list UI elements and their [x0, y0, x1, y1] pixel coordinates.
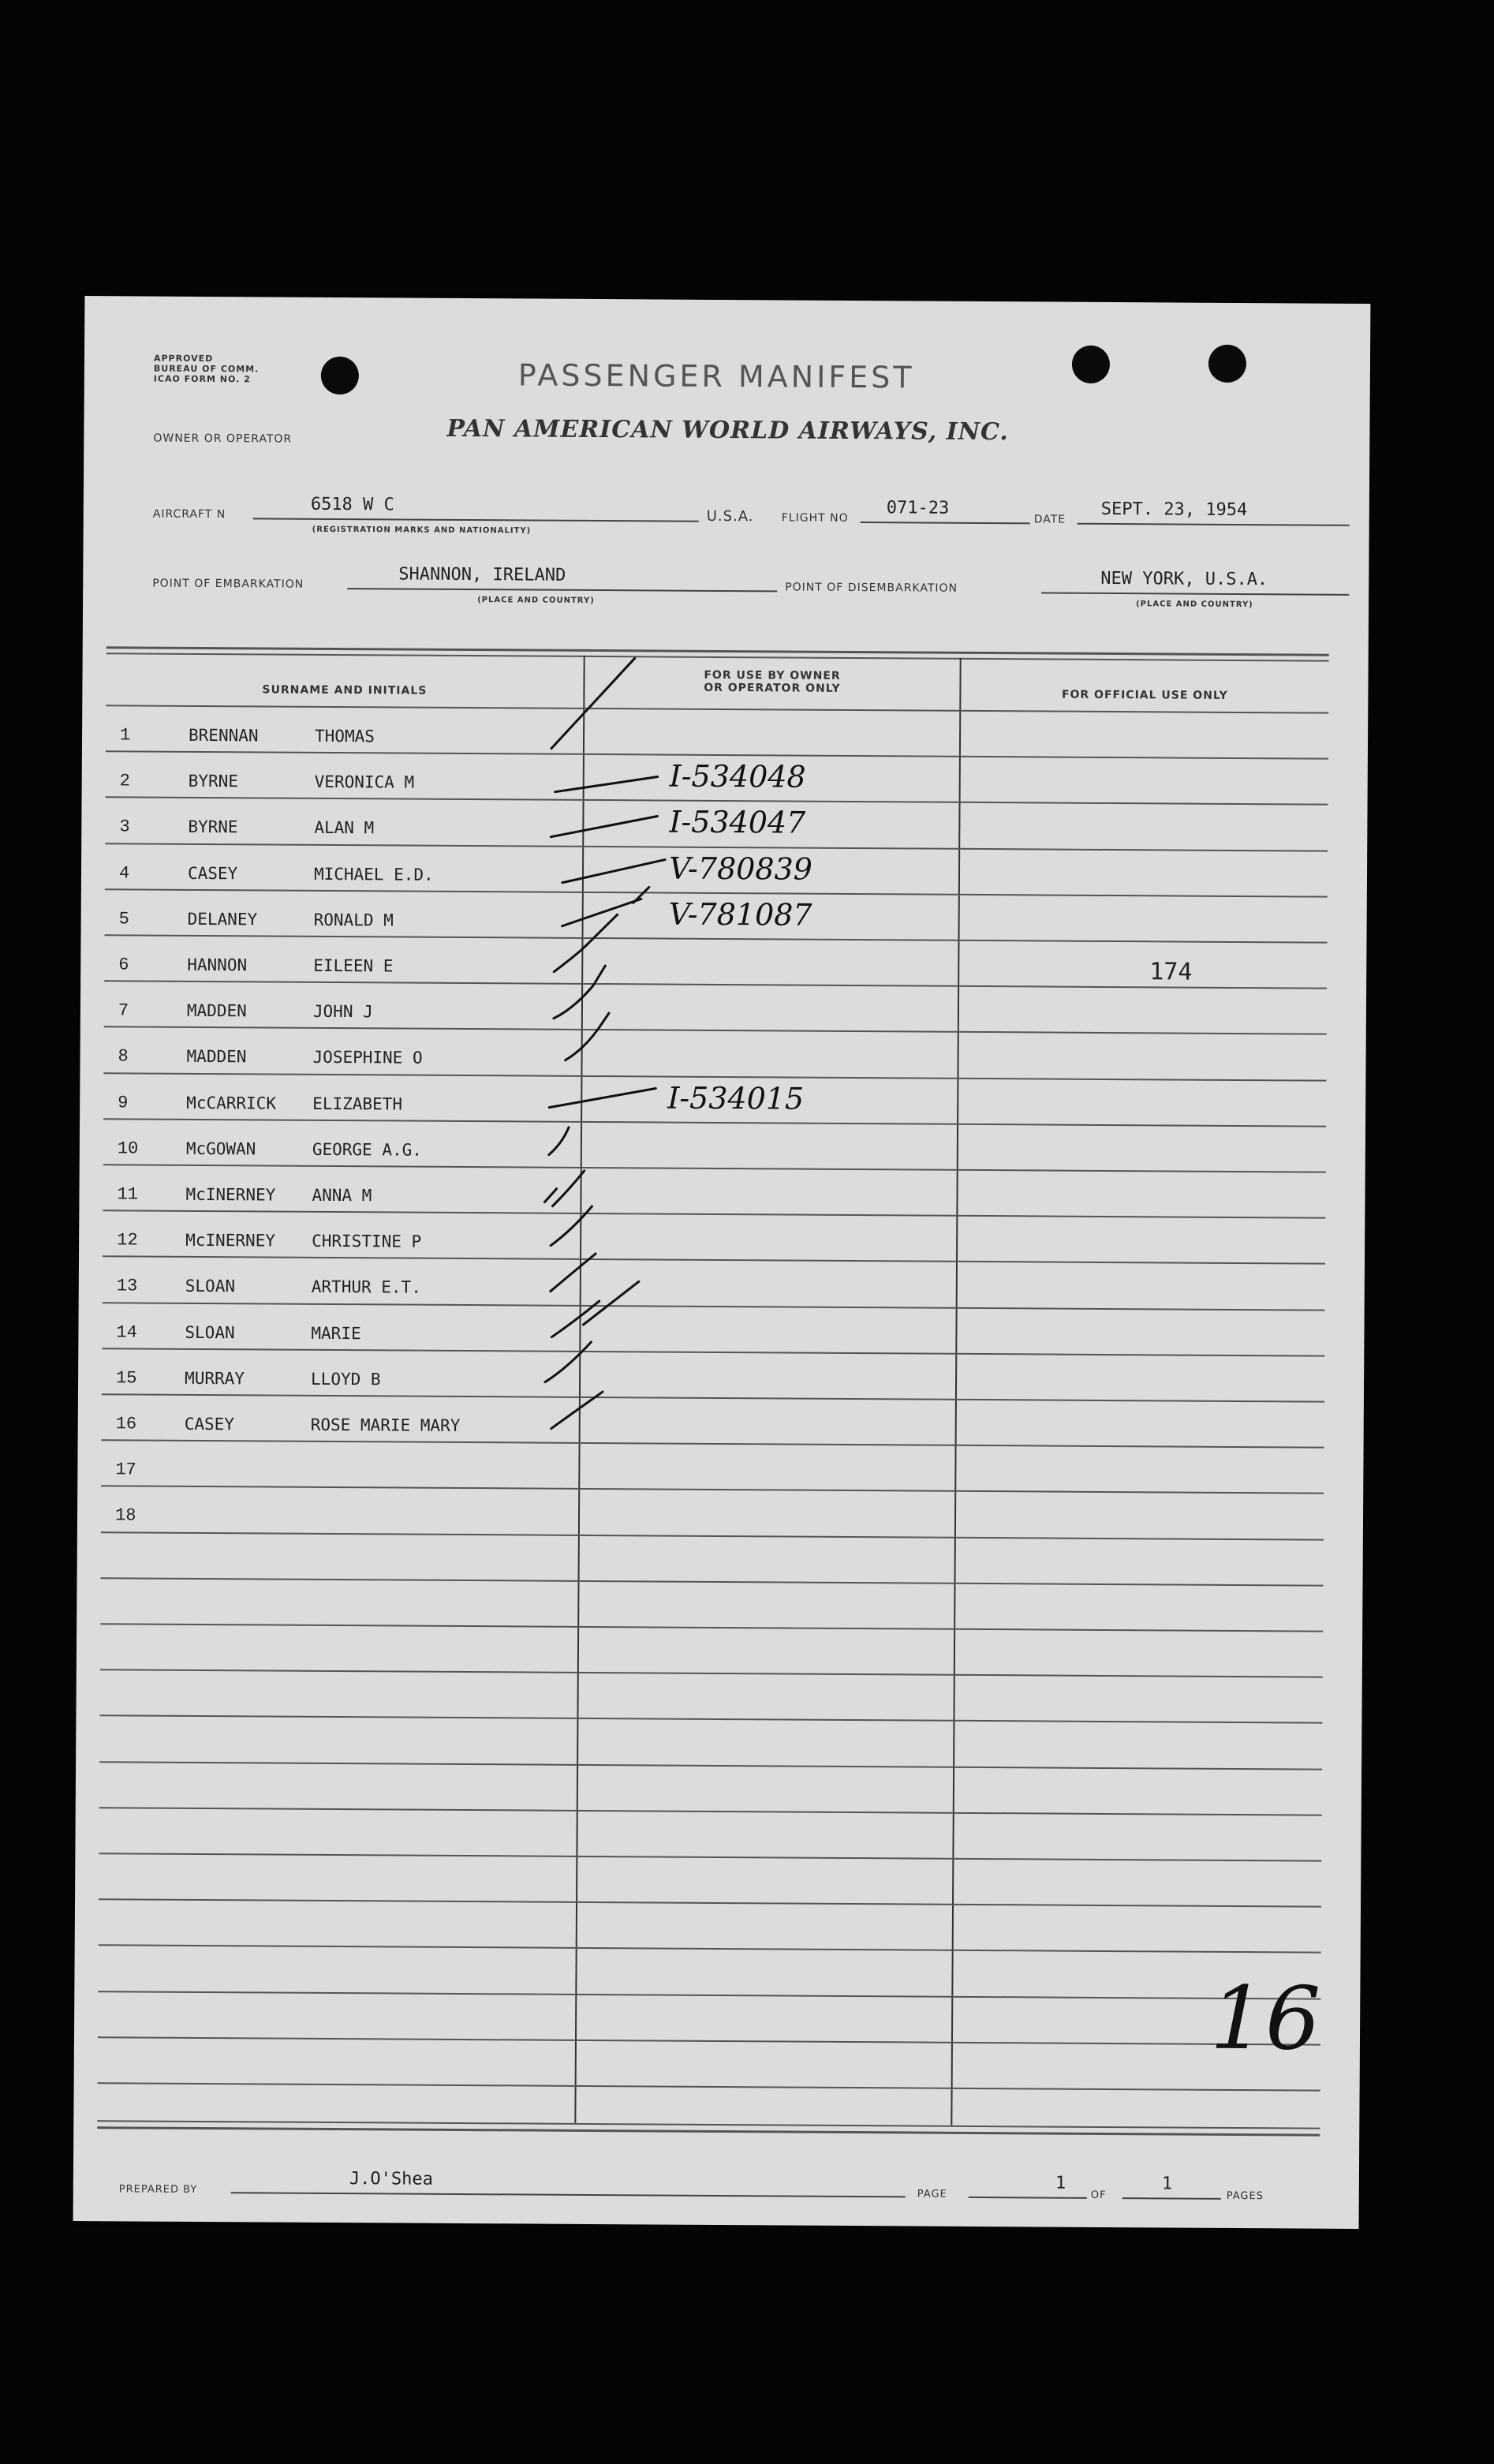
row-number: 16	[115, 1414, 137, 1434]
nationality-value: U.S.A.	[706, 507, 754, 525]
disembark-label: POINT OF DISEMBARKATION	[785, 581, 958, 595]
check-mark	[551, 1206, 592, 1246]
check-marks	[73, 296, 1371, 2229]
passenger-given-names: ANNA M	[312, 1185, 372, 1206]
flight-label: FLIGHT NO	[781, 511, 849, 525]
aircraft-value: 6518 W C	[310, 494, 394, 515]
row-number: 6	[118, 955, 129, 975]
row-number: 12	[117, 1230, 138, 1251]
check-mark	[551, 658, 635, 750]
approval-line: BUREAU OF COMM.	[153, 363, 260, 375]
passenger-surname: HANNON	[187, 955, 248, 975]
check-mark	[549, 1088, 655, 1109]
owner-note: V-780839	[668, 851, 813, 887]
passenger-surname: McINERNEY	[185, 1231, 276, 1251]
embark-caption: (PLACE AND COUNTRY)	[477, 596, 595, 605]
flight-value: 071-23	[886, 498, 950, 518]
passenger-surname: McCARRICK	[186, 1093, 277, 1113]
check-mark	[554, 966, 605, 1019]
row-number: 15	[116, 1368, 137, 1389]
approval-line: APPROVED	[153, 353, 214, 365]
row-number: 4	[118, 862, 130, 883]
official-header: FOR OFFICIAL USE ONLY	[1061, 688, 1228, 702]
row-number: 5	[118, 909, 129, 929]
passenger-given-names: ARTHUR E.T.	[311, 1277, 421, 1298]
row-number: 8	[118, 1046, 129, 1067]
passenger-given-names: ELIZABETH	[312, 1094, 403, 1114]
owner-note: I-534048	[669, 758, 806, 795]
passenger-given-names: MARIE	[311, 1323, 361, 1343]
passenger-surname: McGOWAN	[185, 1139, 256, 1159]
row-number: 10	[117, 1139, 139, 1159]
check-mark	[551, 1254, 596, 1292]
check-mark	[551, 1392, 603, 1429]
passenger-given-names: ALAN M	[314, 818, 375, 838]
of-label: OF	[1090, 2189, 1107, 2201]
passenger-surname: DELANEY	[187, 909, 258, 929]
check-mark	[549, 1127, 569, 1155]
passenger-surname: CASEY	[187, 863, 238, 883]
passenger-surname: McINERNEY	[185, 1184, 276, 1205]
passenger-given-names: GEORGE A.G.	[312, 1139, 423, 1160]
registration-caption: (REGISTRATION MARKS AND NATIONALITY)	[312, 525, 532, 536]
owner-use-header-line: FOR USE BY OWNER	[704, 668, 841, 682]
embark-label: POINT OF EMBARKATION	[152, 577, 304, 591]
check-mark	[554, 914, 617, 972]
pages-label: PAGES	[1226, 2189, 1264, 2203]
page-count: 1	[1161, 2174, 1173, 2194]
passenger-surname: BYRNE	[188, 817, 238, 837]
surname-header: SURNAME AND INITIALS	[262, 683, 428, 697]
page-label: PAGE	[917, 2188, 947, 2200]
passenger-given-names: CHRISTINE P	[312, 1232, 422, 1251]
official-note: 174	[1149, 958, 1193, 986]
row-number: 1	[119, 725, 131, 746]
embarkation-value: SHANNON, IRELAND	[398, 564, 566, 585]
passenger-surname: MADDEN	[186, 1001, 247, 1021]
passenger-given-names: MICHAEL E.D.	[313, 864, 434, 884]
approval-line: ICAO FORM NO. 2	[153, 373, 251, 385]
disembarkation-value: NEW YORK, U.S.A.	[1100, 568, 1268, 590]
passenger-given-names: JOSEPHINE O	[312, 1048, 423, 1068]
page-number: 1	[1055, 2173, 1066, 2193]
check-mark	[544, 1171, 584, 1206]
prepared-by-value: J.O'Shea	[349, 2169, 433, 2189]
passenger-surname: MURRAY	[185, 1368, 245, 1389]
row-number: 14	[116, 1322, 137, 1343]
row-number: 9	[118, 1092, 129, 1112]
row-number: 2	[119, 771, 130, 791]
passenger-given-names: JOHN J	[312, 1002, 373, 1022]
owner-note: I-534047	[669, 804, 806, 841]
passenger-surname: BYRNE	[188, 772, 239, 791]
check-mark	[566, 1013, 609, 1060]
passenger-given-names: EILEEN E	[313, 955, 394, 976]
check-mark	[551, 1281, 638, 1338]
check-mark	[545, 1342, 591, 1382]
check-mark	[562, 859, 665, 884]
manifest-page	[73, 296, 1371, 2229]
passenger-given-names: LLOYD B	[311, 1369, 381, 1389]
passenger-given-names: ROSE MARIE MARY	[310, 1415, 461, 1435]
row-number: 11	[117, 1184, 138, 1205]
passenger-surname: MADDEN	[186, 1047, 247, 1067]
page-title: PASSENGER MANIFEST	[517, 357, 915, 395]
check-mark	[555, 776, 658, 793]
check-mark	[562, 887, 649, 927]
passenger-given-names: RONALD M	[313, 910, 394, 930]
passenger-given-names: VERONICA M	[314, 772, 415, 792]
aircraft-label: AIRCRAFT N	[152, 507, 226, 522]
row-number: 7	[118, 1000, 129, 1021]
owner-note: I-534015	[667, 1080, 805, 1116]
date-label: DATE	[1033, 513, 1066, 526]
passenger-surname: CASEY	[184, 1414, 235, 1434]
row-number: 13	[116, 1276, 138, 1296]
row-number: 3	[119, 817, 130, 837]
owner-note: V-781087	[668, 896, 812, 933]
row-number: 18	[114, 1505, 136, 1526]
date-value: SEPT. 23, 1954	[1100, 499, 1248, 521]
check-mark	[551, 816, 657, 838]
operator-name: PAN AMERICAN WORLD AIRWAYS, INC.	[446, 414, 1009, 447]
passenger-surname: SLOAN	[185, 1322, 235, 1342]
passenger-surname: BRENNAN	[188, 725, 259, 746]
prepared-label: PREPARED BY	[118, 2183, 198, 2196]
row-number: 17	[115, 1460, 136, 1480]
passenger-given-names: THOMAS	[314, 726, 375, 746]
passenger-surname: SLOAN	[185, 1277, 236, 1296]
owner-use-header-line: OR OPERATOR ONLY	[704, 681, 841, 695]
handwritten-page-total: 16	[1209, 1967, 1321, 2070]
owner-label: OWNER OR OPERATOR	[153, 432, 293, 446]
disembark-caption: (PLACE AND COUNTRY)	[1136, 600, 1253, 610]
